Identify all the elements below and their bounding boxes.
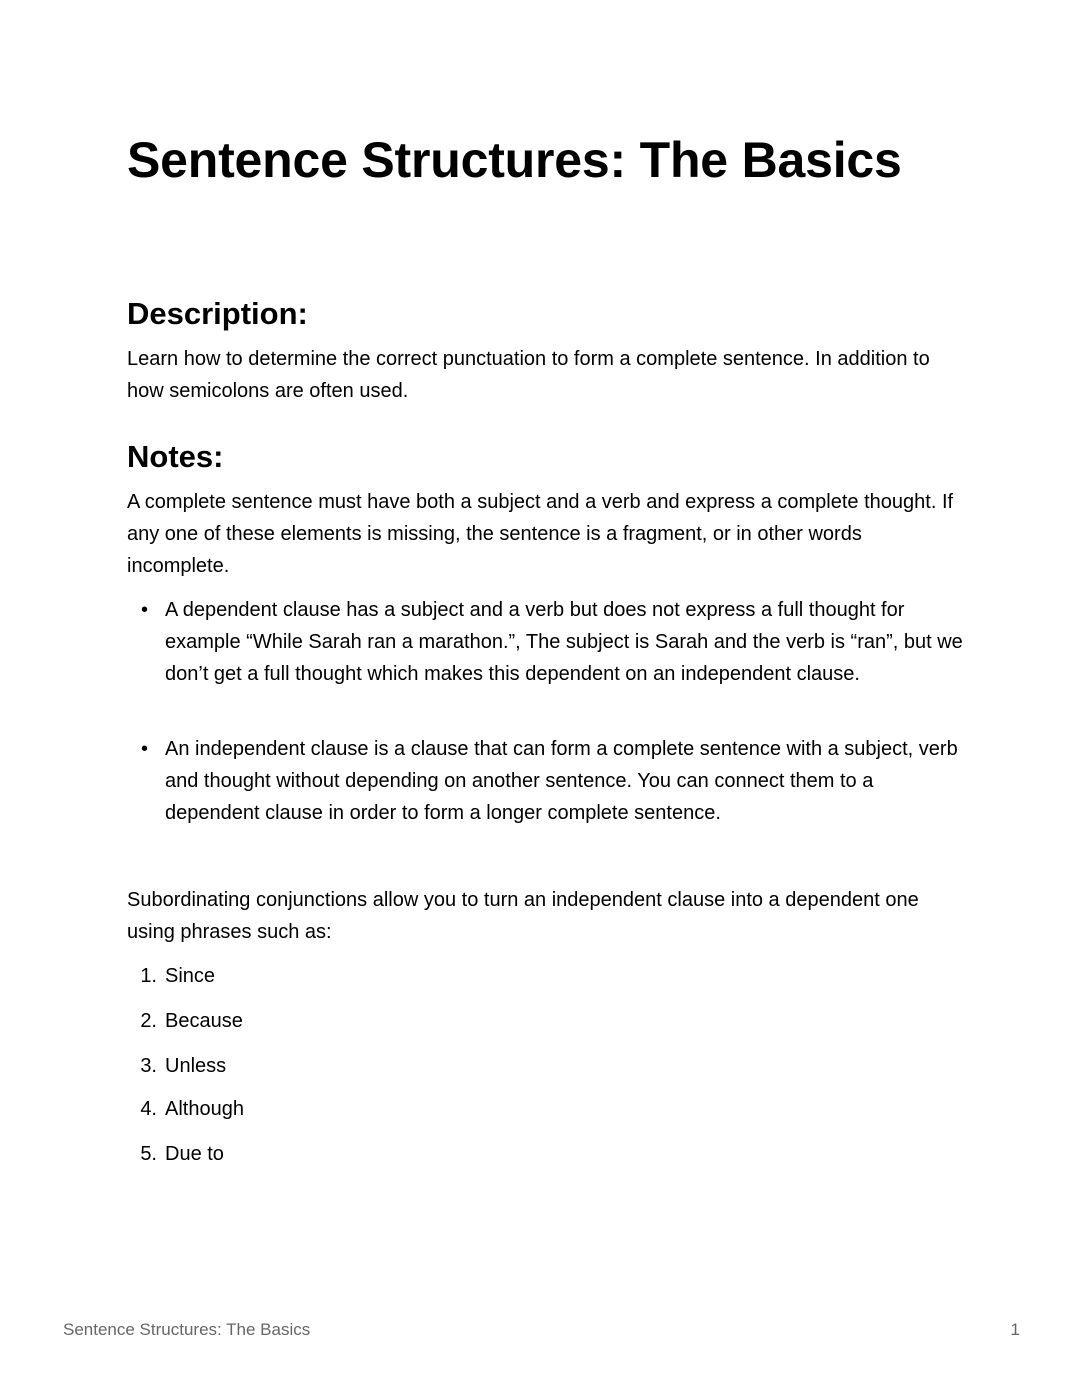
- bullet-marker: •: [141, 599, 149, 621]
- list-item-text: Unless: [165, 1055, 227, 1077]
- notes-intro: A complete sentence must have both a subject and a verb and express a complete thought. If any one of these elements is missing, the sentence is a fragment, or in other words incomplete.: [127, 491, 954, 577]
- list-number: 2.: [140, 1010, 157, 1032]
- list-number: 1.: [140, 965, 157, 987]
- bullet-text: A dependent clause has a subject and a verb but does not express a full thought for example “While Sarah ran a marathon.”, The subject is Sarah and the verb is “ran”, but we don’t get a full thought which makes this dependent on an independent clause.: [165, 599, 963, 685]
- list-item: [127, 1050, 226, 1082]
- list-number: 4.: [140, 1098, 157, 1120]
- bullet-item-dependent-clause: [127, 594, 967, 690]
- list-item: [127, 960, 215, 992]
- bullet-text: An independent clause is a clause that can form a complete sentence with a subject, verb and thought without depending on another sentence. You can connect them to a dependent clause in order to form a longer complete sentence.: [165, 738, 958, 824]
- footer-title: Sentence Structures: The Basics: [63, 1320, 311, 1339]
- list-item: [127, 1093, 244, 1125]
- description-heading: Description:: [127, 296, 308, 331]
- list-item: [127, 1138, 224, 1170]
- list-item-text: Since: [165, 965, 216, 987]
- list-item: [127, 1005, 243, 1037]
- list-item-text: Although: [165, 1098, 244, 1120]
- page-title: Sentence Structures: The Basics: [127, 132, 902, 188]
- list-number: 3.: [140, 1055, 157, 1077]
- list-item-text: Because: [165, 1010, 243, 1032]
- notes-heading: Notes:: [127, 439, 224, 474]
- description-text: Learn how to determine the correct punctuation to form a complete sentence. In addition to how semicolons are often used.: [127, 348, 930, 402]
- subordinating-conjunctions-text: Subordinating conjunctions allow you to turn an independent clause into a dependent one using phrases such as:: [127, 889, 919, 943]
- bullet-marker: •: [141, 738, 149, 760]
- page-number: 1: [1010, 1320, 1020, 1339]
- list-item-text: Due to: [165, 1143, 224, 1165]
- bullet-item-independent-clause: [127, 733, 967, 829]
- list-number: 5.: [140, 1143, 157, 1165]
